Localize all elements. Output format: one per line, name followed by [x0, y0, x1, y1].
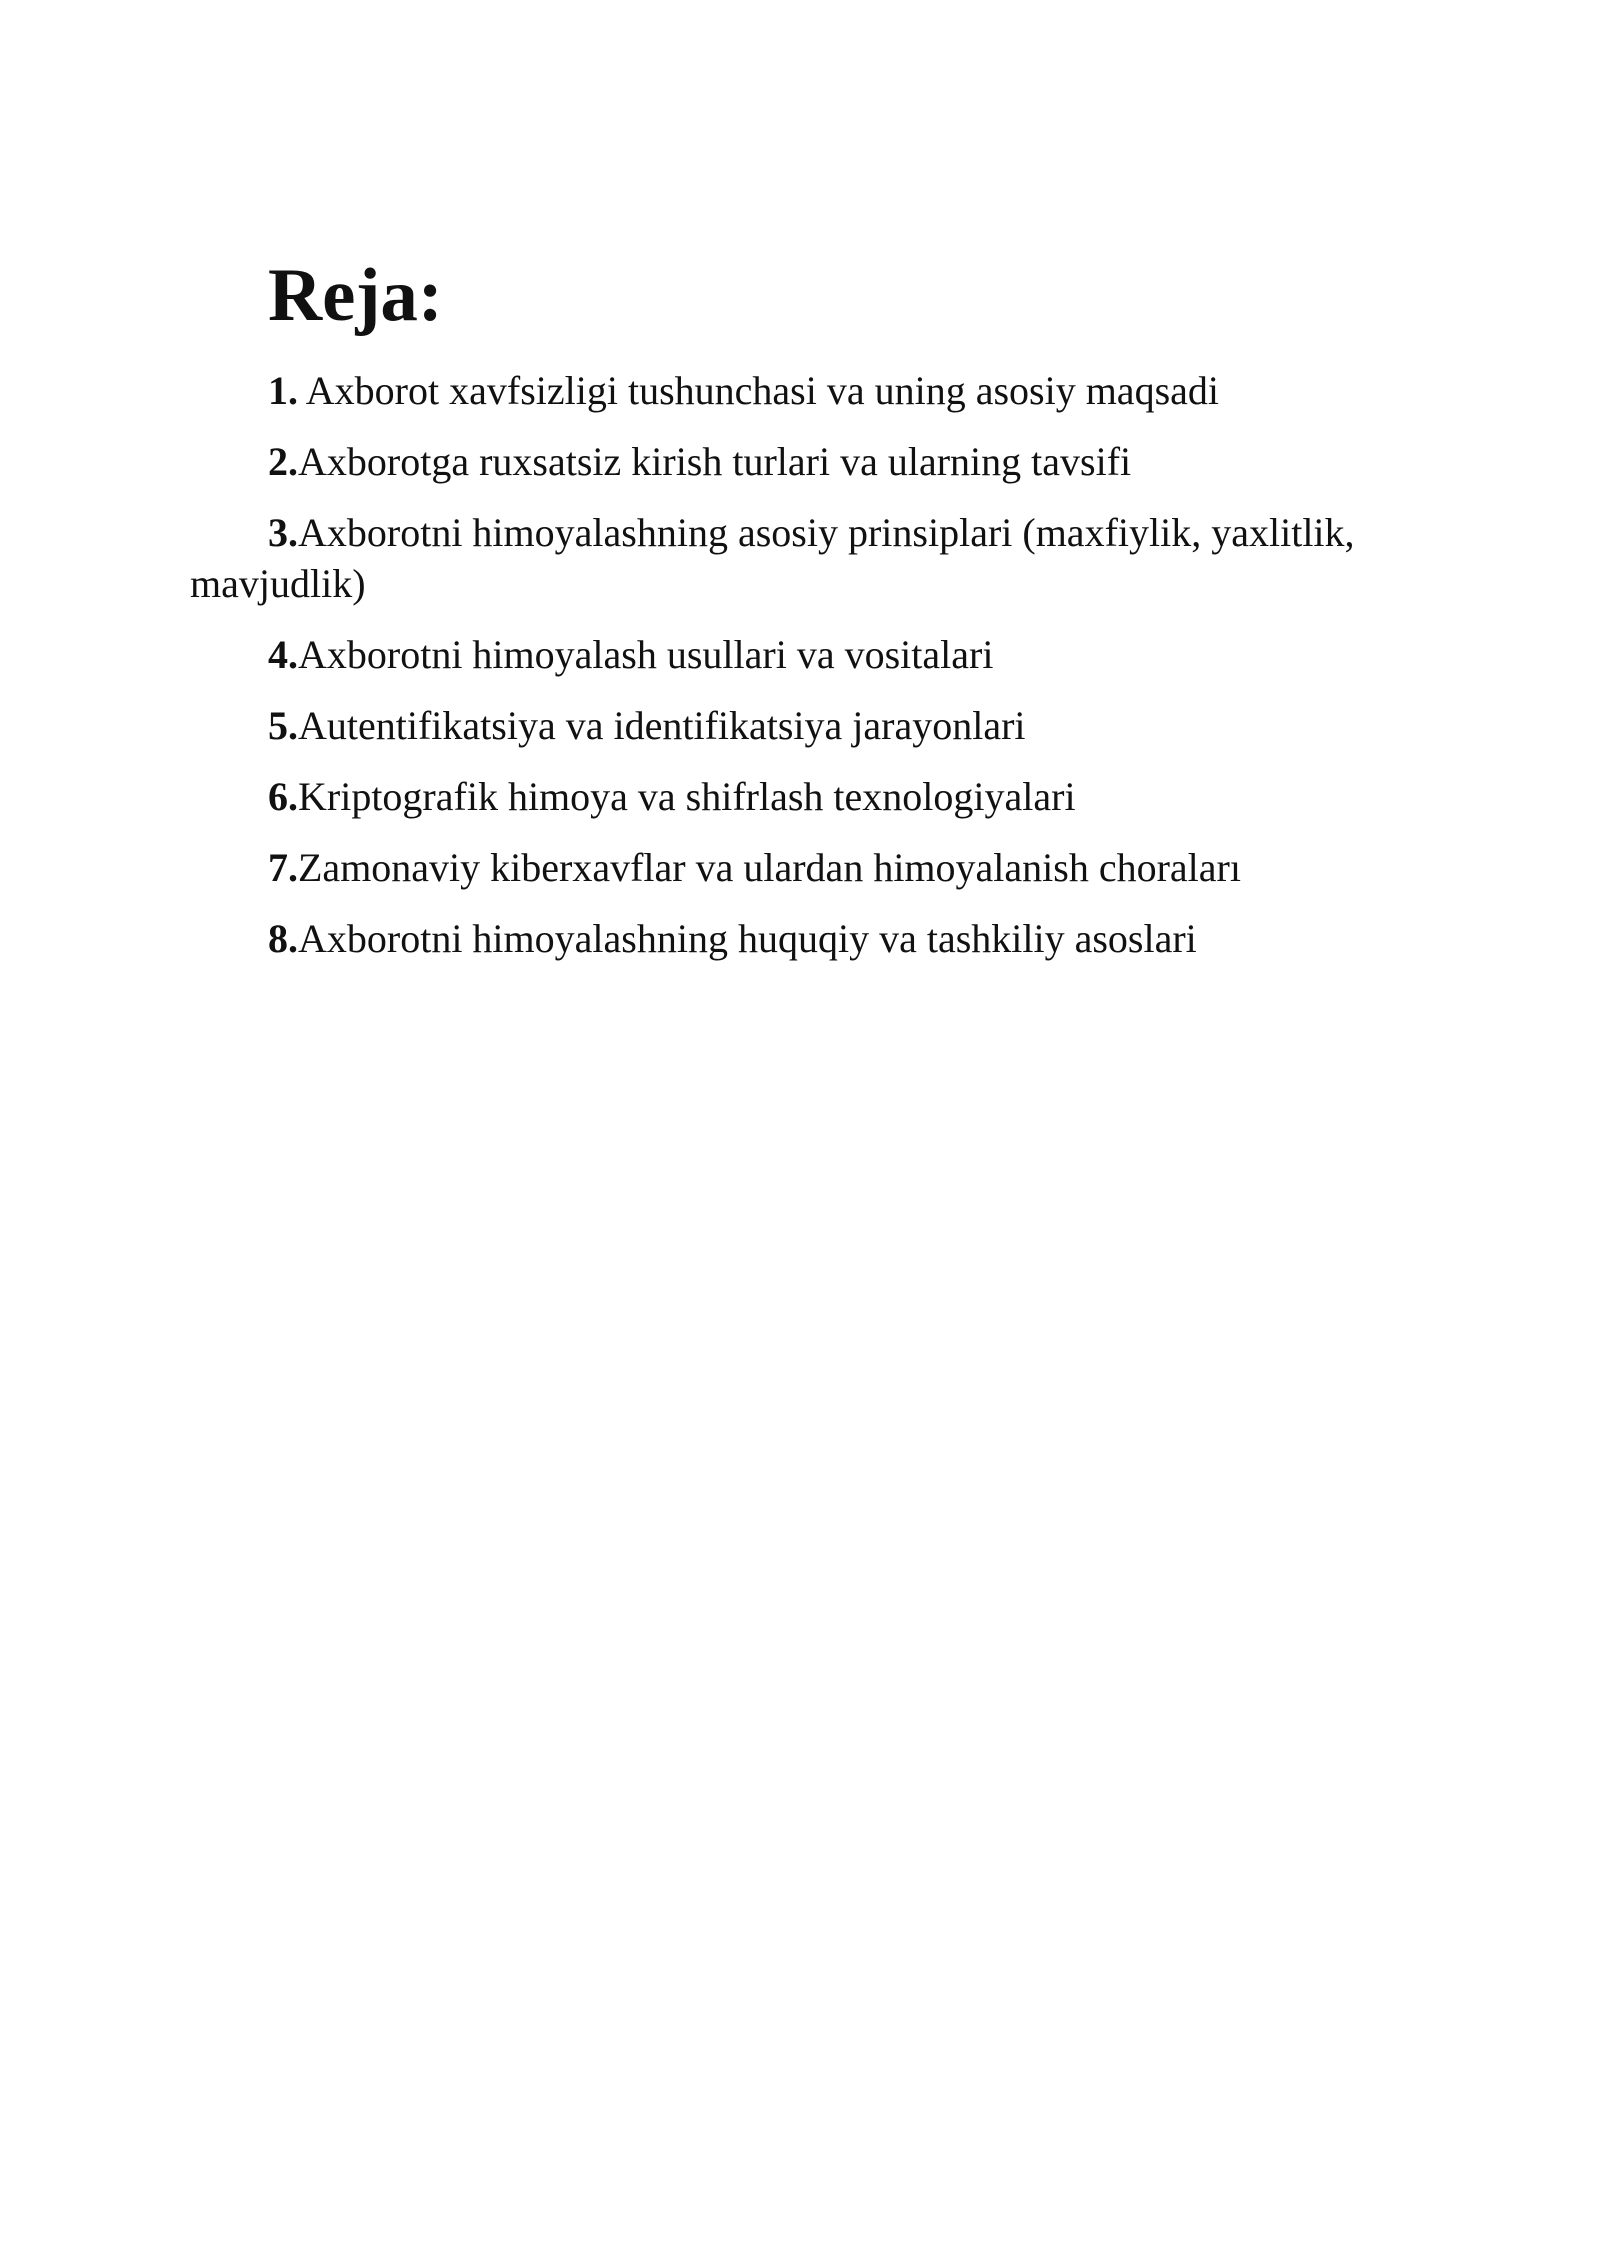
item-text: Axborotni himoyalash usullari va vositalari: [298, 632, 994, 677]
item-number: 5.: [268, 703, 298, 748]
item-text: Autentifikatsiya va identifikatsiya jarayonlari: [298, 703, 1026, 748]
list-item: [190, 629, 1420, 680]
list-item: [190, 700, 1420, 751]
list-item: [190, 842, 1420, 893]
item-number: 2.: [268, 439, 298, 484]
item-number: 8.: [268, 916, 298, 961]
item-text: Axborotni himoyalashning huquqiy va tashkiliy asoslari: [298, 916, 1197, 961]
list-item: [190, 365, 1420, 416]
list-item: [190, 913, 1420, 964]
item-number: 1.: [268, 368, 298, 413]
list-item: [190, 507, 1420, 609]
item-text: Axborot xavfsizligi tushunchasi va uning asosiy maqsadi: [298, 368, 1219, 413]
list-item: [190, 771, 1420, 822]
item-text: Zamonaviy kiberxavflar va ulardan himoyalanish choraları: [298, 845, 1241, 890]
list-item: [190, 436, 1420, 487]
item-number: 3.: [268, 510, 298, 555]
item-number: 7.: [268, 845, 298, 890]
item-number: 6.: [268, 774, 298, 819]
item-text: Kriptografik himoya va shifrlash texnologiyalari: [298, 774, 1076, 819]
item-text: Axborotni himoyalashning asosiy prinsiplari (maxfiylik, yaxlitlik, mavjudlik): [190, 510, 1355, 606]
page-title: Reja:: [268, 254, 443, 337]
item-text: Axborotga ruxsatsiz kirish turlari va ularning tavsifi: [298, 439, 1132, 484]
plan-list: [190, 365, 1420, 984]
item-number: 4.: [268, 632, 298, 677]
